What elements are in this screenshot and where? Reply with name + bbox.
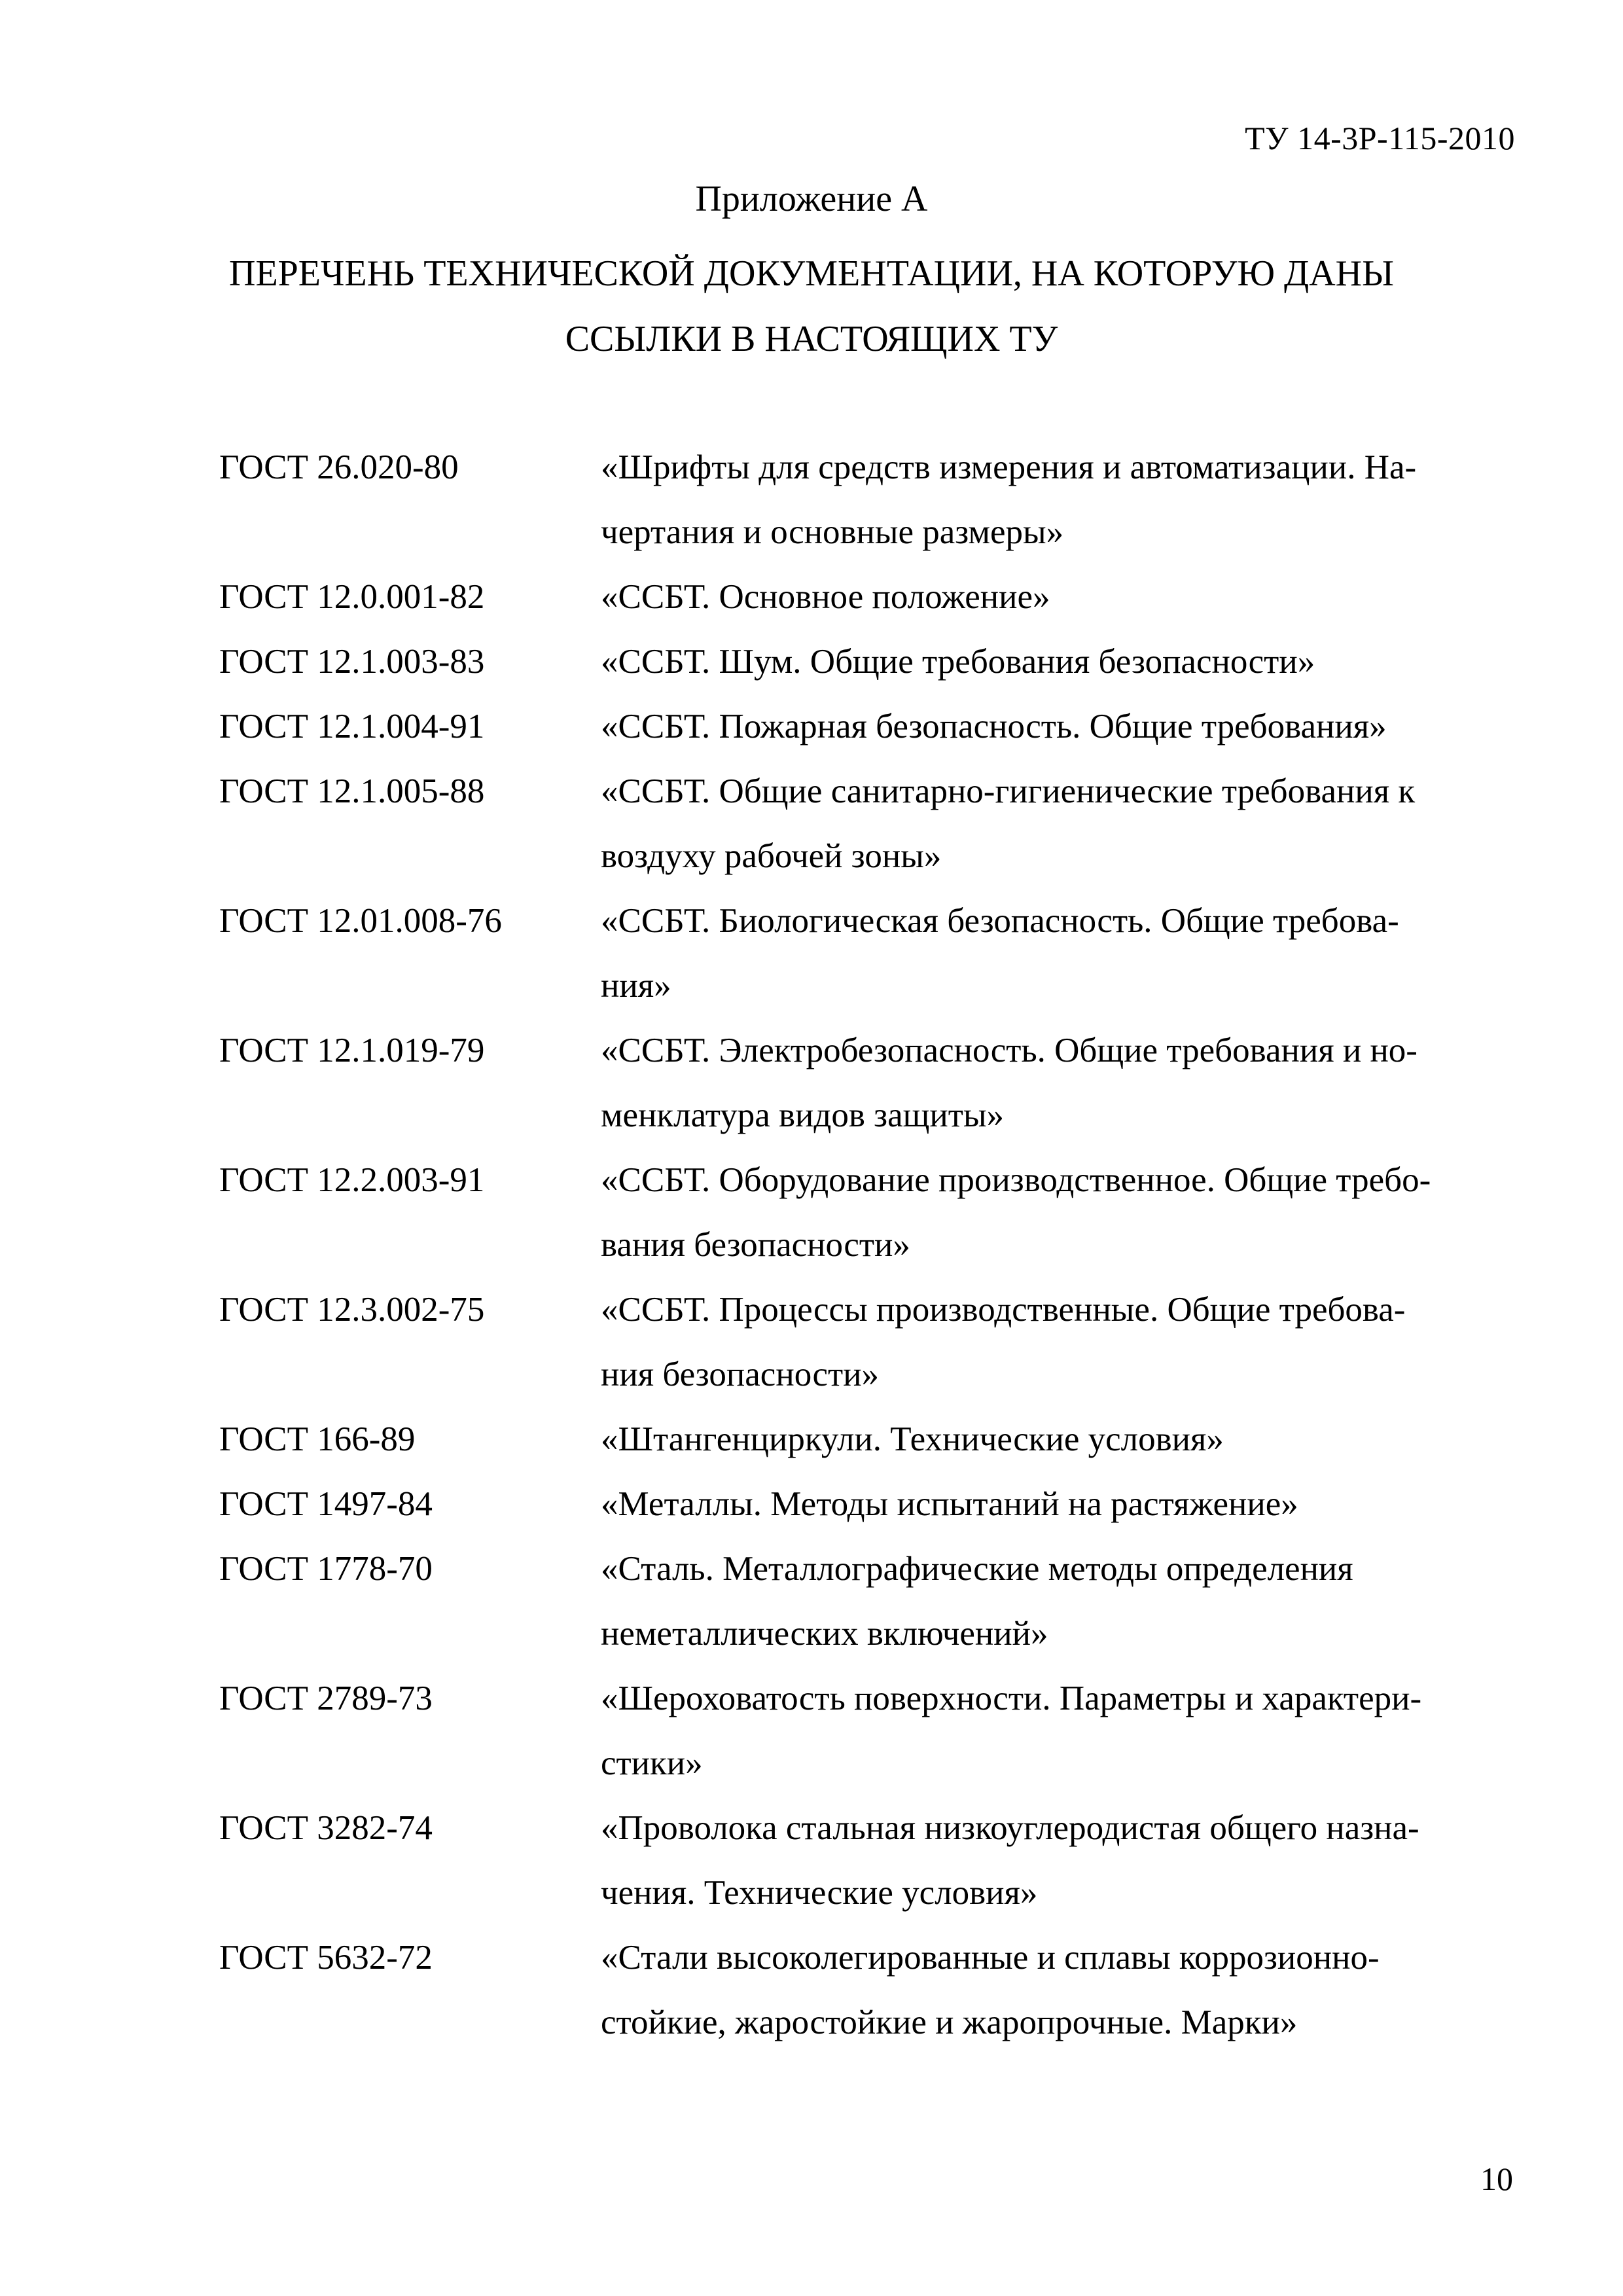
reference-title <box>601 694 1535 759</box>
reference-title-line: «Стали высоколегированные и сплавы коррозионно- <box>601 1939 1380 1977</box>
reference-code: ГОСТ 3282-74 <box>219 1809 433 1847</box>
reference-code: ГОСТ 12.1.004-91 <box>219 708 485 745</box>
reference-title <box>601 1796 1535 1926</box>
reference-title-line: «ССБТ. Шум. Общие требования безопасности» <box>601 643 1315 681</box>
reference-title <box>601 1472 1535 1537</box>
reference-item <box>219 630 1535 694</box>
reference-title-line: «ССБТ. Пожарная безопасность. Общие требования» <box>601 708 1387 745</box>
reference-title-line: чения. Технические условия» <box>601 1874 1038 1912</box>
reference-title-line: «ССБТ. Основное положение» <box>601 578 1050 616</box>
reference-title-line: стойкие, жаростойкие и жаропрочные. Марки» <box>601 2003 1298 2041</box>
reference-code: ГОСТ 1497-84 <box>219 1485 433 1523</box>
reference-title <box>601 1926 1535 2055</box>
reference-code: ГОСТ 1778-70 <box>219 1550 433 1588</box>
reference-title <box>601 1537 1535 1666</box>
reference-item <box>219 565 1535 630</box>
reference-title-line: вания безопасности» <box>601 1226 910 1264</box>
reference-code: ГОСТ 12.1.003-83 <box>219 643 485 681</box>
reference-code: ГОСТ 12.0.001-82 <box>219 578 485 616</box>
reference-code: ГОСТ 166-89 <box>219 1420 416 1458</box>
reference-title-line: «ССБТ. Процессы производственные. Общие требова- <box>601 1291 1406 1329</box>
reference-title <box>601 1018 1535 1148</box>
reference-title-line: менклатура видов защиты» <box>601 1096 1005 1134</box>
reference-title <box>601 889 1535 1018</box>
reference-item <box>219 1796 1535 1926</box>
reference-code: ГОСТ 12.3.002-75 <box>219 1291 485 1329</box>
reference-title-line: «ССБТ. Биологическая безопасность. Общие требова- <box>601 902 1399 940</box>
reference-item <box>219 1666 1535 1796</box>
reference-code: ГОСТ 12.2.003-91 <box>219 1161 485 1199</box>
reference-title-line: ния» <box>601 967 671 1005</box>
reference-code: ГОСТ 26.020-80 <box>219 448 459 486</box>
reference-title-line: «Шероховатость поверхности. Параметры и характери- <box>601 1679 1422 1717</box>
reference-title <box>601 1666 1535 1796</box>
reference-title-line: воздуху рабочей зоны» <box>601 837 942 875</box>
reference-title-line: «Сталь. Металлографические методы определения <box>601 1550 1353 1588</box>
reference-code: ГОСТ 12.1.005-88 <box>219 772 485 810</box>
reference-title <box>601 435 1535 565</box>
reference-item <box>219 1018 1535 1148</box>
reference-title <box>601 630 1535 694</box>
reference-item <box>219 759 1535 889</box>
reference-title <box>601 565 1535 630</box>
reference-code: ГОСТ 5632-72 <box>219 1939 433 1977</box>
reference-title <box>601 759 1535 889</box>
reference-item <box>219 1407 1535 1472</box>
reference-item <box>219 1472 1535 1537</box>
reference-item <box>219 1278 1535 1407</box>
reference-title-line: «Шрифты для средств измерения и автоматизации. На- <box>601 448 1417 486</box>
reference-title-line: «Металлы. Методы испытаний на растяжение» <box>601 1485 1298 1523</box>
reference-title-line: «ССБТ. Общие санитарно-гигиенические требования к <box>601 772 1416 810</box>
reference-code: ГОСТ 2789-73 <box>219 1679 433 1717</box>
page-title-line: ССЫЛКИ В НАСТОЯЩИХ ТУ <box>565 319 1058 359</box>
reference-title-line: стики» <box>601 1744 703 1782</box>
reference-code: ГОСТ 12.01.008-76 <box>219 902 502 940</box>
reference-title-line: чертания и основные размеры» <box>601 513 1064 551</box>
appendix-label: Приложение А <box>695 179 928 219</box>
reference-item <box>219 1148 1535 1278</box>
reference-item <box>219 694 1535 759</box>
reference-item <box>219 435 1535 565</box>
page-number: 10 <box>1480 2161 1513 2197</box>
reference-title-line: неметаллических включений» <box>601 1615 1048 1653</box>
reference-title <box>601 1407 1535 1472</box>
document-code: ТУ 14-3Р-115-2010 <box>1245 120 1515 156</box>
reference-list <box>219 435 1535 2055</box>
reference-title-line: «ССБТ. Оборудование производственное. Общие требо- <box>601 1161 1431 1199</box>
reference-title-line: «Штангенциркули. Технические условия» <box>601 1420 1224 1458</box>
reference-item <box>219 889 1535 1018</box>
reference-code: ГОСТ 12.1.019-79 <box>219 1031 485 1069</box>
reference-title-line: «Проволока стальная низкоуглеродистая общего назна- <box>601 1809 1419 1847</box>
reference-title-line: ния безопасности» <box>601 1355 880 1393</box>
reference-title-line: «ССБТ. Электробезопасность. Общие требования и но- <box>601 1031 1418 1069</box>
reference-item <box>219 1537 1535 1666</box>
reference-title <box>601 1148 1535 1278</box>
page-title <box>0 241 1623 372</box>
reference-title <box>601 1278 1535 1407</box>
page-title-line: ПЕРЕЧЕНЬ ТЕХНИЧЕСКОЙ ДОКУМЕНТАЦИИ, НА КОТОРУЮ ДАНЫ <box>229 253 1394 294</box>
reference-item <box>219 1926 1535 2055</box>
